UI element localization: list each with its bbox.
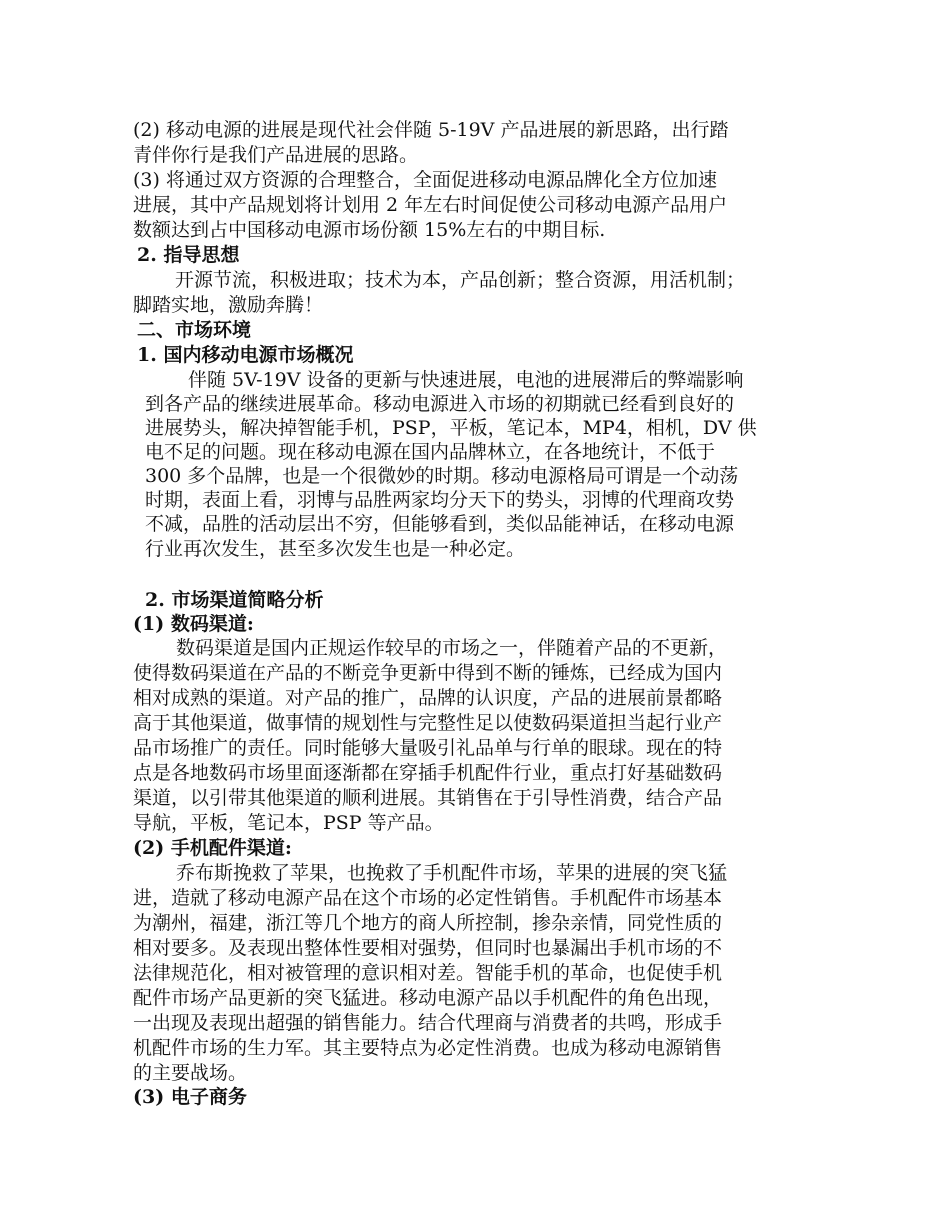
- guiding-line-2: 脚踏实地，激励奔腾！: [133, 294, 324, 316]
- heading-channels: 2. 市场渠道简略分析: [145, 589, 324, 611]
- item2-line-2: 青伴你行是我们产品进展的思路。: [133, 144, 419, 166]
- phone-acc-line-7: 一出现及表现出超强的销售能力。结合代理商与消费者的共鸣，形成手: [133, 1012, 723, 1034]
- digital-line-1: 数码渠道是国内正规运作较早的市场之一，伴随着产品的不更新，: [176, 637, 728, 659]
- heading-ecommerce: (3) 电子商务: [133, 1086, 247, 1108]
- digital-line-7: 渠道，以引带其他渠道的顺利进展。其销售在于引导性消费，结合产品: [133, 787, 723, 809]
- digital-line-4: 高于其他渠道，做事情的规划性与完整性足以使数码渠道担当起行业产: [133, 712, 723, 734]
- heading-guiding: 2. 指导思想: [137, 244, 240, 266]
- digital-line-3: 相对成熟的渠道。对产品的推广，品牌的认识度，产品的进展前景都略: [133, 687, 723, 709]
- domestic-line-1: 伴随 5V-19V 设备的更新与快速进展，电池的进展滞后的弊端影响: [188, 369, 744, 391]
- phone-acc-line-6: 配件市场产品更新的突飞猛进。移动电源产品以手机配件的角色出现，: [133, 987, 723, 1009]
- digital-line-8: 导航，平板，笔记本，PSP 等产品。: [133, 812, 444, 834]
- heading-domestic: 1. 国内移动电源市场概况: [137, 344, 354, 366]
- domestic-line-6: 时期，表面上看，羽博与品胜两家均分天下的势头，羽博的代理商攻势: [145, 489, 735, 511]
- item2-line-1: (2) 移动电源的进展是现代社会伴随 5-19V 产品进展的新思路，出行踏: [133, 119, 729, 141]
- phone-acc-line-4: 相对要多。及表现出整体性要相对强势，但同时也暴漏出手机市场的不: [133, 937, 723, 959]
- phone-acc-line-8: 机配件市场的生力军。其主要特点为必定性消费。也成为移动电源销售: [133, 1037, 723, 1059]
- domestic-line-3: 进展势头，解决掉智能手机，PSP，平板，笔记本，MP4，相机，DV 供: [145, 417, 757, 439]
- digital-line-2: 使得数码渠道在产品的不断竞争更新中得到不断的锤炼，已经成为国内: [133, 662, 723, 684]
- phone-acc-line-3: 为潮州，福建，浙江等几个地方的商人所控制，掺杂亲情，同党性质的: [133, 912, 723, 934]
- phone-acc-line-1: 乔布斯挽救了苹果，也挽救了手机配件市场，苹果的进展的突飞猛: [176, 862, 728, 884]
- domestic-line-2: 到各产品的继续进展革命。移动电源进入市场的初期就已经看到良好的: [145, 393, 735, 415]
- domestic-line-7: 不减，品胜的活动层出不穷，但能够看到，类似品能神话，在移动电源: [145, 513, 735, 535]
- guiding-line-1: 开源节流，积极进取；技术为本，产品创新；整合资源，用活机制；: [175, 269, 746, 291]
- digital-line-5: 品市场推广的责任。同时能够大量吸引礼品单与行单的眼球。现在的特: [133, 737, 723, 759]
- digital-line-6: 点是各地数码市场里面逐渐都在穿插手机配件行业，重点打好基础数码: [133, 762, 723, 784]
- item3-line-3: 数额达到占中国移动电源市场份额 15%左右的中期目标.: [133, 219, 606, 241]
- heading-digital: (1) 数码渠道:: [133, 613, 254, 635]
- item3-line-1: (3) 将通过双方资源的合理整合，全面促进移动电源品牌化全方位加速: [133, 169, 717, 191]
- heading-phone-accessories: (2) 手机配件渠道:: [133, 837, 292, 859]
- domestic-line-5: 300 多个品牌，也是一个很微妙的时期。移动电源格局可谓是一个动荡: [145, 465, 739, 487]
- item3-line-2: 进展，其中产品规划将计划用 2 年左右时间促使公司移动电源产品用户: [133, 194, 728, 216]
- phone-acc-line-5: 法律规范化，相对被管理的意识相对差。智能手机的革命，也促使手机: [133, 962, 723, 984]
- domestic-line-4: 电不足的问题。现在移动电源在国内品牌林立，在各地统计，不低于: [145, 441, 716, 463]
- heading-market-env: 二、市场环境: [137, 319, 252, 341]
- phone-acc-line-2: 进，造就了移动电源产品在这个市场的必定性销售。手机配件市场基本: [133, 887, 723, 909]
- domestic-line-8: 行业再次发生，甚至多次发生也是一种必定。: [145, 538, 526, 560]
- phone-acc-line-9: 的主要战场。: [133, 1062, 248, 1084]
